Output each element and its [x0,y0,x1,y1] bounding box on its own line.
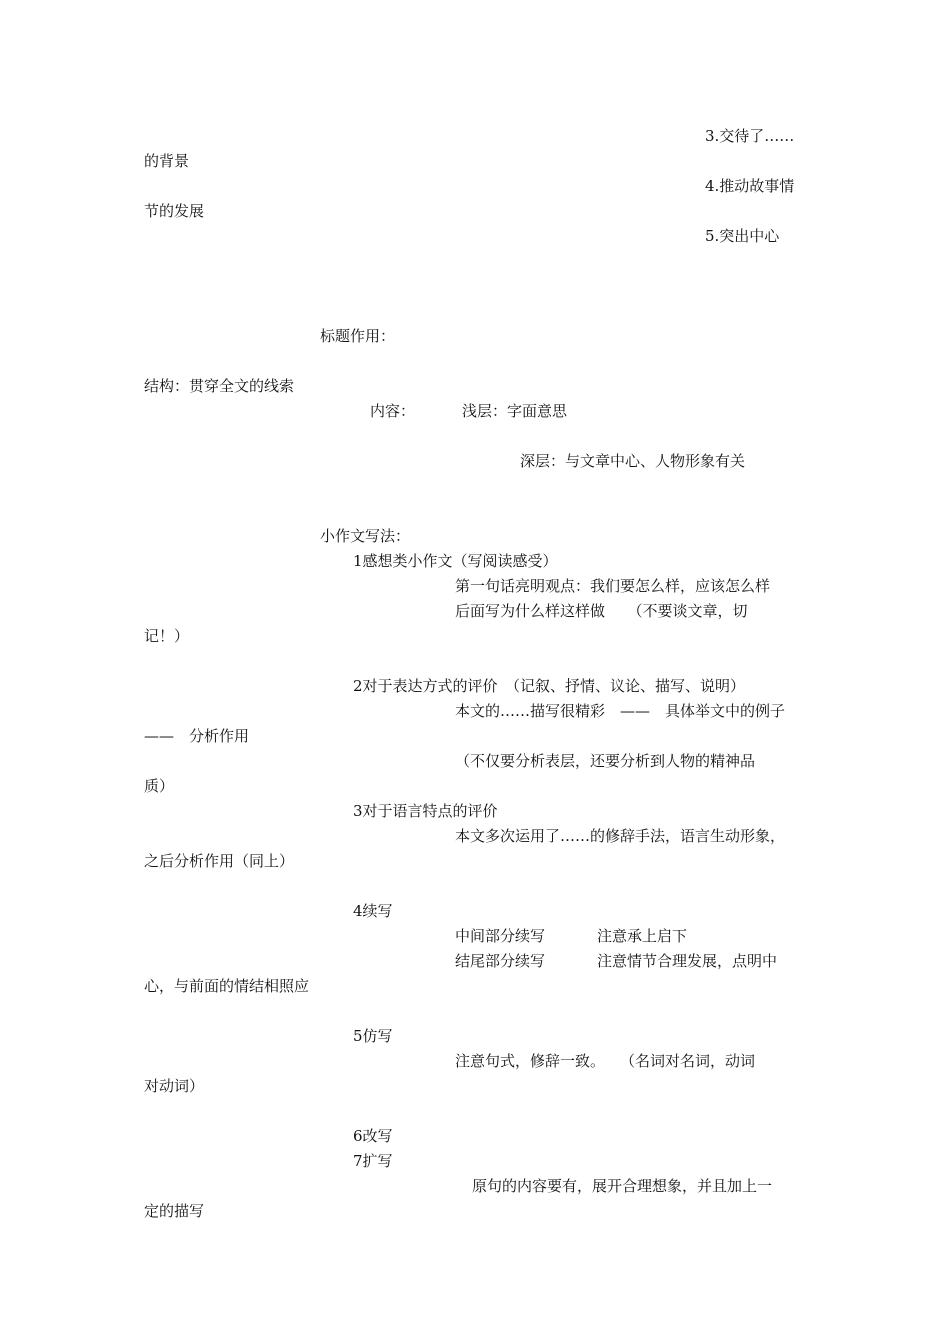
title-structure: 结构：贯穿全文的线索 [144,377,295,395]
essay-type-4-ending-label: 结尾部分续写 [455,952,546,970]
essay-type-4-middle-note: 注意承上启下 [597,927,688,945]
essay-type-5-title: 5仿写 [353,1027,393,1045]
essay-type-5-line-1: 注意句式，修辞一致。 （名词对名词，动词 [455,1052,756,1070]
title-deep-level: 深层：与文章中心、人物形象有关 [520,452,746,470]
essay-type-1-line-1: 第一句话亮明观点：我们要怎么样，应该怎么样 [455,577,771,595]
essay-type-1-line-2: 后面写为什么样这样做 （不要谈文章，切 [455,602,748,620]
essay-type-2-line-1: 本文的……描写很精彩 —— 具体举文中的例子 [455,702,786,720]
mini-essay-heading: 小作文写法： [320,527,411,545]
essay-type-2-line-2: （不仅要分析表层，还要分析到人物的精神品 [455,752,756,770]
essay-type-4-middle-label: 中间部分续写 [455,927,546,945]
essay-type-3-title: 3对于语言特点的评价 [353,802,498,820]
item-3-continuation: 的背景 [144,152,190,170]
essay-type-6-title: 6改写 [353,1127,393,1145]
essay-type-5-line-1-continuation: 对动词） [144,1077,205,1095]
item-3-text: 3.交待了…… [705,127,795,145]
essay-type-4-title: 4续写 [353,902,393,920]
title-function-heading: 标题作用： [320,327,396,345]
essay-type-4-ending-note: 注意情节合理发展，点明中 [597,952,778,970]
essay-type-7-line-1: 原句的内容要有，展开合理想象，并且加上一 [472,1177,773,1195]
item-4-continuation: 节的发展 [144,202,205,220]
essay-type-1-title: 1感想类小作文（写阅读感受） [353,552,558,570]
essay-type-7-title: 7扩写 [353,1152,393,1170]
essay-type-2-title: 2对于表达方式的评价 （记叙、抒情、议论、描写、说明） [353,677,746,695]
essay-type-1-line-2-continuation: 记！） [144,627,190,645]
essay-type-2-line-2-continuation: 质） [144,777,175,795]
item-4-text: 4.推动故事情 [705,177,795,195]
item-5-text: 5.突出中心 [705,227,780,245]
essay-type-2-line-1-continuation: —— 分析作用 [144,727,250,745]
essay-type-3-line-1: 本文多次运用了……的修辞手法，语言生动形象， [455,827,786,845]
title-content-label: 内容： [370,402,416,420]
essay-type-7-line-1-continuation: 定的描写 [144,1202,205,1220]
essay-type-4-ending-continuation: 心，与前面的情结相照应 [144,977,310,995]
essay-type-3-line-1-continuation: 之后分析作用（同上） [144,852,295,870]
title-shallow-level: 浅层：字面意思 [462,402,568,420]
